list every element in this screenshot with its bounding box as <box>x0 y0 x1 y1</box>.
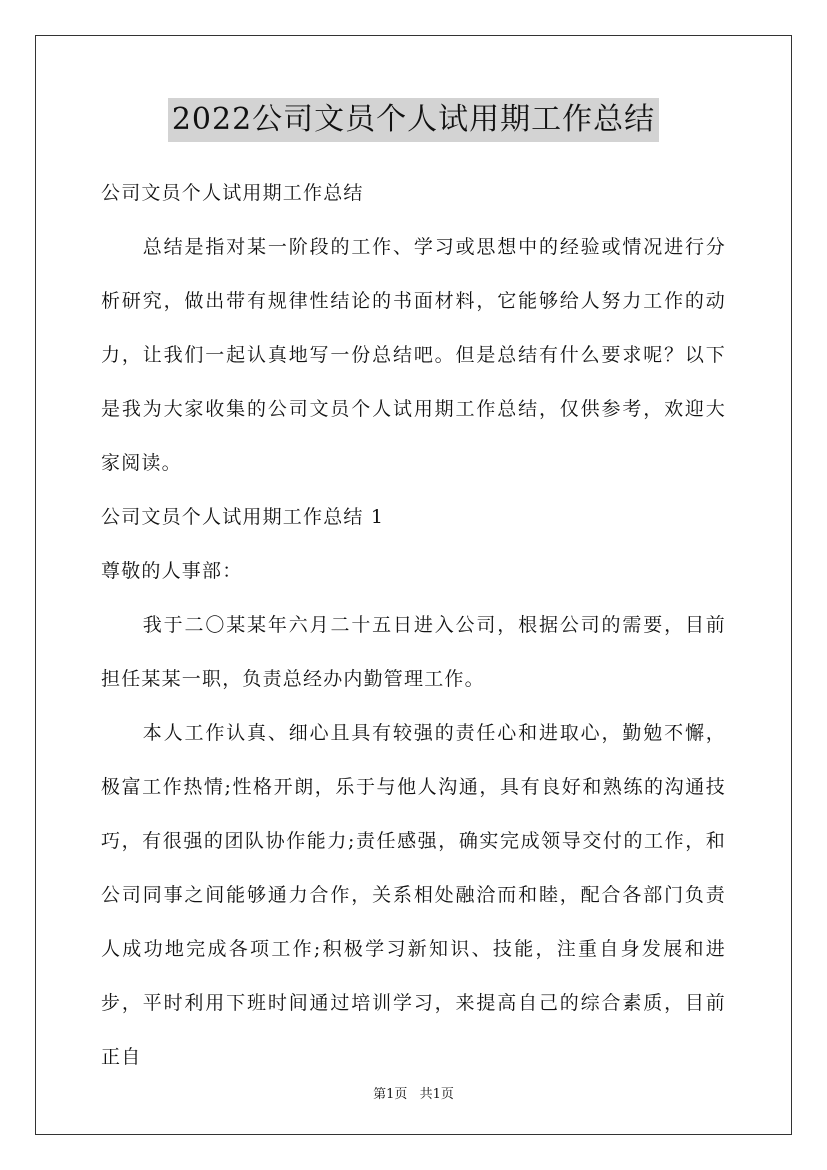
document-title: 2022公司文员个人试用期工作总结 <box>168 98 659 142</box>
title-container <box>0 98 827 142</box>
page-number-current: 第1页 <box>373 1087 408 1102</box>
page-footer <box>0 1083 827 1102</box>
page-number-total: 共1页 <box>419 1087 454 1102</box>
document-body <box>101 166 726 1084</box>
section-heading: 公司文员个人试用期工作总结 1 <box>101 506 385 528</box>
intro-paragraph: 总结是指对某一阶段的工作、学习或思想中的经验或情况进行分析研究，做出带有规律性结论的书面材料，它能够给人努力工作的动力，让我们一起认真地写一份总结吧。但是总结有什么要求呢？以下是我为大家收集的公司文员个人试用期工作总结，仅供参考，欢迎大家阅读。 <box>101 236 726 474</box>
salutation: 尊敬的人事部： <box>101 560 243 582</box>
body-paragraph-2: 本人工作认真、细心且具有较强的责任心和进取心，勤勉不懈，极富工作热情;性格开朗，乐于与他人沟通，具有良好和熟练的沟通技巧，有很强的团队协作能力;责任感强，确实完成领导交付的工作，和公司同事之间能够通力合作，关系相处融洽而和睦，配合各部门负责人成功地完成各项工作;积极学习新知识、技能，注重自身发展和进步，平时利用下班时间通过培训学习，来提高自己的综合素质，目前正自 <box>101 722 726 1068</box>
body-paragraph-1: 我于二〇某某年六月二十五日进入公司，根据公司的需要，目前担任某某一职，负责总经办内勤管理工作。 <box>101 614 726 690</box>
subtitle: 公司文员个人试用期工作总结 <box>101 182 364 204</box>
